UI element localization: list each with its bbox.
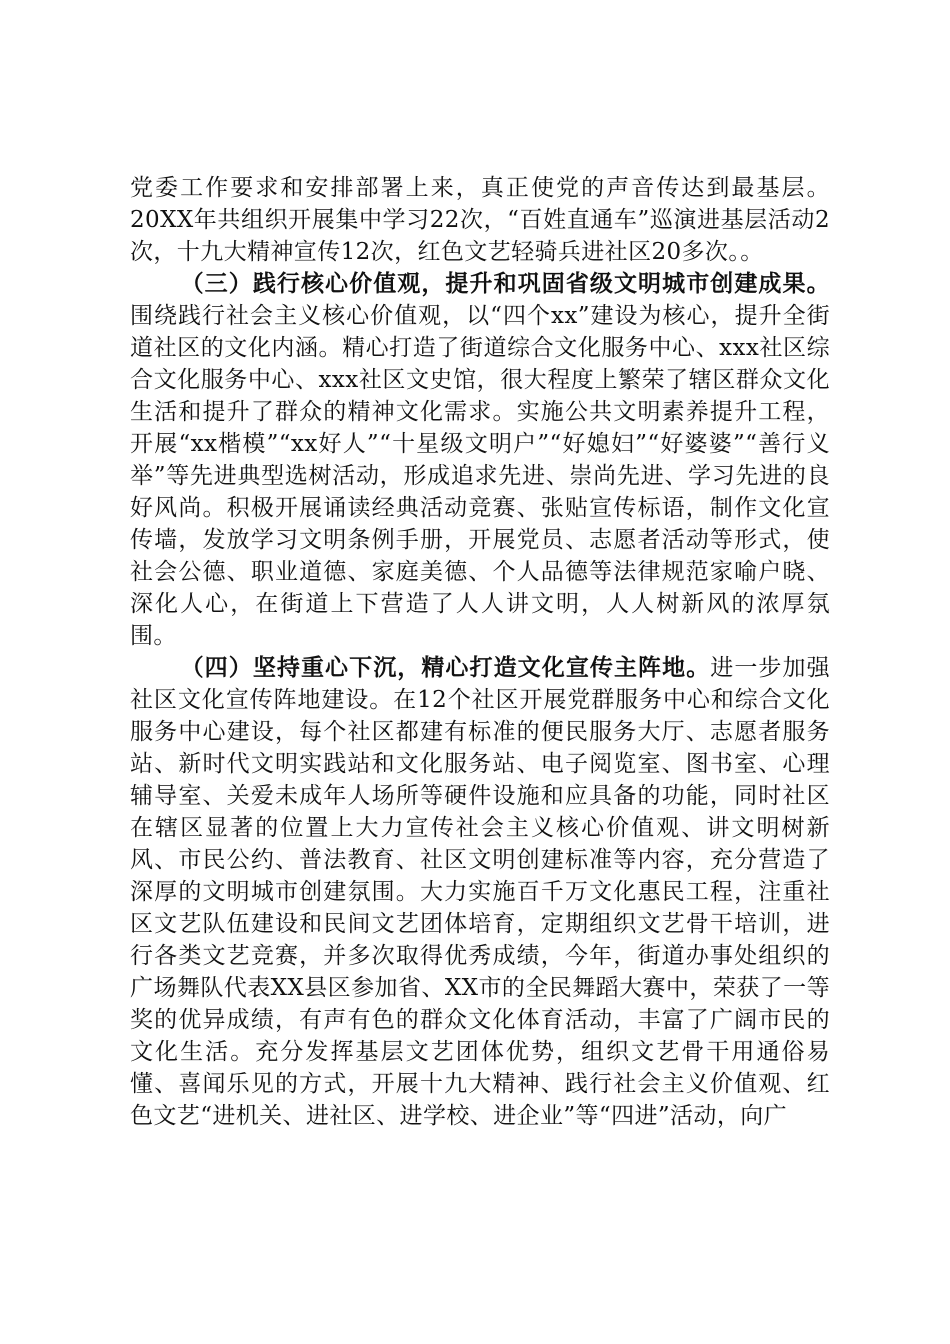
paragraph-text: 进一步加强社区文化宣传阵地建设。在12个社区开展党群服务中心和综合文化服务中心建设，每个社区都建有标准的便民服务大厅、志愿者服务站、新时代文明实践站和文化服务站、电子阅览室、图书室、心理辅导室、关爱未成年人场所等硬件设施和应具备的功能，同时社区在辖区显著的位置上大力宣传社会主义核心价值观、讲文明树新风、市民公约、普法教育、社区文明创建标准等内容，充分营造了深厚的文明城市创建氛围。大力实施百千万文化惠民工程，注重社区文艺队伍建设和民间文艺团体培育，定期组织文艺骨干培训，进行各类文艺竞赛，并多次取得优秀成绩，今年，街道办事处组织的广场舞队代表XX县区参加省、XX市的全民舞蹈大赛中，荣获了一等奖的优异成绩，有声有色的群众文化体育活动，丰富了广阔市民的文化生活。充分发挥基层文艺团体优势，组织文艺骨干用通俗易懂、喜闻乐见的方式，开展十九大精神、践行社会主义价值观、红色文艺“进机关、进社区、进学校、进企业”等“四进”活动，向广 bbox=[130, 655, 830, 1129]
paragraph-section-three bbox=[130, 268, 830, 652]
section-heading: （三）践行核心价值观，提升和巩固省级文明城市创建成果。 bbox=[180, 271, 830, 297]
document-body bbox=[130, 172, 830, 1132]
section-heading: （四）坚持重心下沉，精心打造文化宣传主阵地。 bbox=[180, 655, 711, 681]
paragraph-section-four bbox=[130, 652, 830, 1132]
paragraph-text: 围绕践行社会主义核心价值观，以“四个xx”建设为核心，提升全街道社区的文化内涵。精心打造了街道综合文化服务中心、xxx社区综合文化服务中心、xxx社区文史馆，很大程度上繁荣了辖区群众文化生活和提升了群众的精神文化需求。实施公共文明素养提升工程，开展“xx楷模”“xx好人”“十星级文明户”“好媳妇”“好婆婆”“善行义举”等先进典型选树活动，形成追求先进、崇尚先进、学习先进的良好风尚。积极开展诵读经典活动竞赛、张贴宣传标语，制作文化宣传墙，发放学习文明条例手册，开展党员、志愿者活动等形式，使社会公德、职业道德、家庭美德、个人品德等法律规范家喻户晓、深化人心，在街道上下营造了人人讲文明，人人树新风的浓厚氛围。 bbox=[130, 303, 830, 649]
paragraph-text: 党委工作要求和安排部署上来，真正使党的声音传达到最基层。20XX年共组织开展集中学习22次，“百姓直通车”巡演进基层活动2次，十九大精神宣传12次，红色文艺轻骑兵进社区20多次。。 bbox=[130, 175, 830, 265]
paragraph-continuation bbox=[130, 172, 830, 268]
